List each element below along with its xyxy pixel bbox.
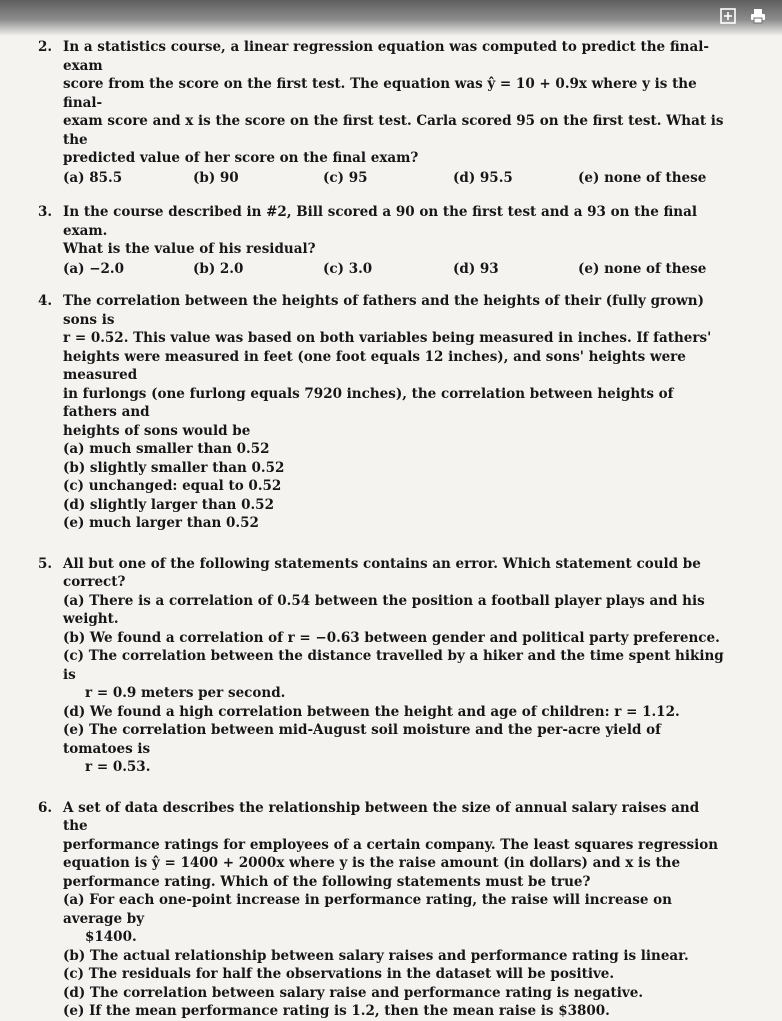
question-number: 6. [38,799,53,816]
question-number: 3. [38,204,53,220]
question-number: 2. [38,39,53,55]
viewer-top-bar [0,0,782,36]
choice-e-continued: r = 0.53. [85,759,151,775]
question-line: In the course described in #2, Bill scored a 90 on the first test and a 93 on the final exam. [63,204,697,239]
choice-a-continued: $1400. [85,929,137,945]
question-5 [38,555,728,777]
answer-choices [63,169,728,188]
answer-choices [63,891,728,1021]
choice-b: (b) We found a correlation of r = −0.63 between gender and political party preference. [63,629,720,646]
choice-a: (a) much smaller than 0.52 [63,441,270,457]
question-line: All but one of the following statements contains an error. Which statement could be [63,555,701,572]
question-line: r = 0.52. This value was based on both variables being measured in inches. If fathers' [63,330,712,346]
question-6 [38,799,728,1021]
question-2 [38,38,728,187]
question-line: A set of data describes the relationship between the size of annual salary raises and the [63,799,700,834]
question-line: score from the score on the first test. The equation was ŷ = 10 + 0.9x where y is the final- [63,76,697,111]
choice-e: (e) The correlation between mid-August soil moisture and the per-acre yield of tomatoes is [63,722,661,757]
choice-d: (d) slightly larger than 0.52 [63,496,274,513]
question-line: exam score and x is the score on the first test. Carla scored 95 on the first test. What is the [63,113,724,148]
question-line: equation is ŷ = 1400 + 2000x where y is the raise amount (in dollars) and x is the [63,855,681,871]
question-line: What is the value of his residual? [63,241,316,257]
print-icon[interactable] [750,8,766,24]
choice-c-continued: r = 0.9 meters per second. [85,685,286,701]
question-line: performance ratings for employees of a certain company. The least squares regression [63,836,719,853]
choice-b: (b) slightly smaller than 0.52 [63,459,285,476]
choice-e: (e) none of these [578,260,707,277]
answer-choices [63,592,728,777]
choice-e: (e) much larger than 0.52 [63,515,259,531]
choice-d: (d) We found a high correlation between the height and age of children: r = 1.12. [63,703,680,720]
worksheet-page [38,38,728,1021]
question-line: predicted value of her score on the final exam? [63,150,419,166]
question-3 [38,203,728,278]
choice-d: (d) The correlation between salary raise and performance rating is negative. [63,984,644,1001]
choice-a: (a) −2.0 [63,260,125,277]
question-line: In a statistics course, a linear regression equation was computed to predict the final-exam [63,39,709,74]
answer-choices [63,260,728,279]
question-4 [38,292,728,533]
choice-c: (c) 3.0 [323,260,373,277]
question-line: heights were measured in feet (one foot equals 12 inches), and sons' heights were measured [63,348,686,383]
question-line: performance rating. Which of the following statements must be true? [63,873,591,890]
choice-d: (d) 93 [453,260,499,277]
choice-b: (b) 90 [193,169,239,186]
choice-b: (b) 2.0 [193,260,244,277]
choice-a: (a) 85.5 [63,169,123,186]
answer-choices [63,440,728,533]
question-number: 5. [38,555,53,572]
choice-c: (c) The correlation between the distance travelled by a hiker and the time spent hiking is [63,648,724,683]
question-line: correct? [63,574,126,590]
question-line: The correlation between the heights of fathers and the heights of their (fully grown) sons is [63,293,704,328]
choice-b: (b) The actual relationship between salary raises and performance rating is linear. [63,947,689,964]
choice-e: (e) If the mean performance rating is 1.2, then the mean raise is $3800. [63,1003,610,1019]
expand-icon[interactable] [720,8,736,24]
choice-a: (a) For each one-point increase in performance rating, the raise will increase on average by [63,892,672,927]
question-line: heights of sons would be [63,422,251,439]
choice-a: (a) There is a correlation of 0.54 between the position a football player plays and his weight. [63,592,705,627]
choice-e: (e) none of these [578,169,707,186]
choice-d: (d) 95.5 [453,169,513,186]
viewer-toolbar [720,8,766,24]
choice-c: (c) 95 [323,169,368,186]
question-line: in furlongs (one furlong equals 7920 inches), the correlation between heights of fathers and [63,385,674,420]
question-number: 4. [38,293,53,309]
choice-c: (c) unchanged: equal to 0.52 [63,478,282,494]
choice-c: (c) The residuals for half the observations in the dataset will be positive. [63,966,615,982]
